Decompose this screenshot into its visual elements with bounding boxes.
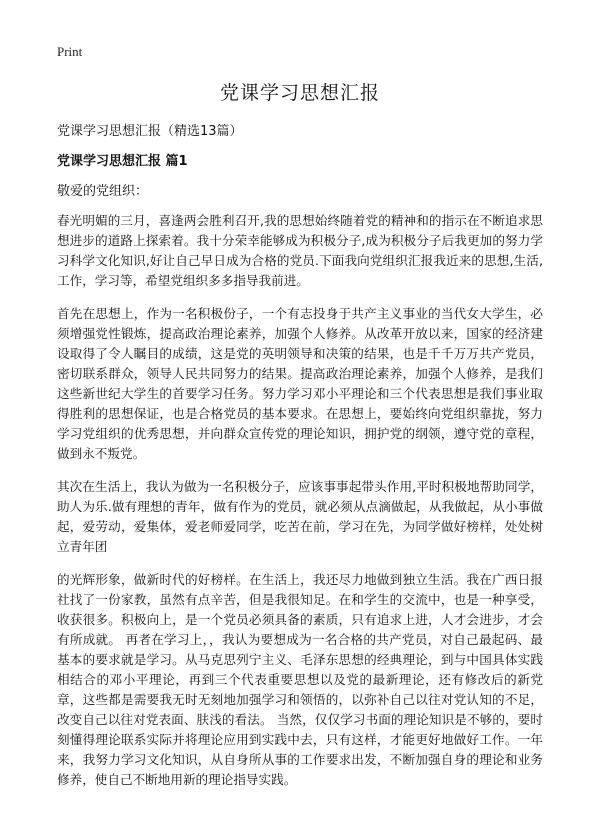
document-subtitle: 党课学习思想汇报（精选13篇） bbox=[57, 124, 243, 139]
paragraph-1: 春光明媚的三月，喜逢两会胜利召开,我的思想始终随着党的精神和的指示在不断追求思想进步的道路上探索着。我十分荣幸能够成为积极分子,成为积极分子后我更加的努力学习科学文化知识,好让自己早日成为合格的党员.下面我向党组织汇报我近来的思想,生活,工作，学习等，希望党组织多多指导我前进。 bbox=[57, 213, 543, 288]
paragraph-4: 的光辉形象，做新时代的好榜样。在生活上，我还尽力地做到独立生活。我在广西日报社找了一份家教，虽然有点辛苦，但是我很知足。在和学生的交流中，也是一种享受，收获很多。积极向上，是一个党员必须具备的素质，只有追求上进，人才会进步，才会有所成就。 再者在学习上，，我认为要想成为一名合格的共产党员，对自己最起码、最基本的要求就是学习。从马克思列宁主义、毛泽东思想的经典理论，到与中国具体实践相结合的邓小平理论，再到三个代表重要思想以及党的最新理论，还有修改后的新党章，这些都是需要我无时无刻地加强学习和领悟的，以弥补自己以往对党认知的不足，改变自己以往对党表面、肤浅的看法。 当然，仅仅学习书面的理论知识是不够的，要时刻懂得理论联系实际并将理论应用到实践中去，只有这样，才能更好地做好工作。一年来，我努力学习文化知识，从自身所从事的工作要求出发，不断加强自身的理论和业务修养，使自己不断地用新的理论指导实践。 bbox=[57, 572, 543, 787]
salutation: 敬爱的党组织： bbox=[57, 184, 149, 199]
paragraph-3: 其次在生活上，我认为做为一名积极分子，应该事事起带头作用,平时积极地帮助同学，助人为乐.做有理想的青年，做有作为的党员，就必须从点滴做起，从我做起，从小事做起，爱劳动，爱集体，爱老师爱同学，吃苦在前，学习在先，为同学做好榜样，处处树立青年团 bbox=[57, 479, 543, 554]
document-body bbox=[57, 211, 543, 803]
print-link[interactable]: Print bbox=[57, 44, 83, 59]
page-title: 党课学习思想汇报 bbox=[219, 82, 380, 104]
section-heading: 党课学习思想汇报 篇1 bbox=[57, 154, 188, 169]
paragraph-2: 首先在思想上，作为一名积极份子，一个有志投身于共产主义事业的当代女大学生，必须增强党性锻炼，提高政治理论素养，加强个人修养。从改革开放以来，国家的经济建设取得了令人瞩目的成绩，这是党的英明领导和决策的结果，也是千千万万共产党员，密切联系群众，领导人民共同努力的结果。提高政治理论素养，加强个人修养，是我们这些新世纪大学生的首要学习任务。努力学习邓小平理论和三个代表思想是我们事业取得胜利的思想保证，也是合格党员的基本要求。在思想上，要始终向党组织靠拢，努力学习党组织的优秀思想，并向群众宣传党的理论知识，拥护党的纲领，遵守党的章程，做到永不叛党。 bbox=[57, 306, 543, 461]
